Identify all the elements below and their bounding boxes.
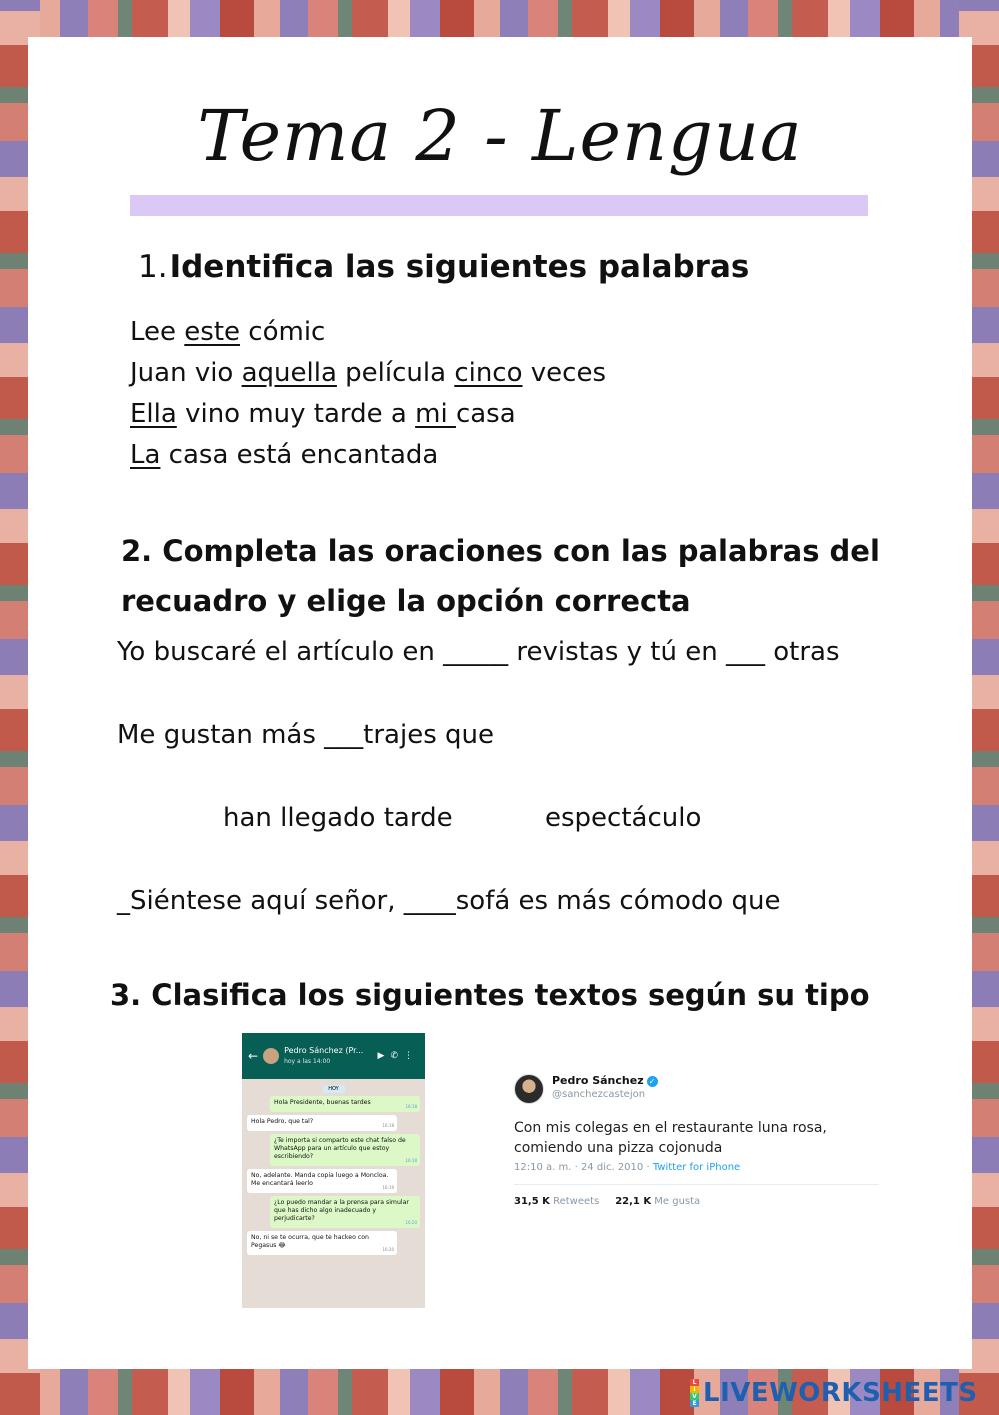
whatsapp-screenshot [242,1033,425,1308]
verified-icon: ✓ [647,1076,658,1087]
back-arrow-icon: ← [248,1049,259,1063]
tweet-meta [514,1162,740,1173]
whatsapp-header [242,1033,425,1079]
underlined-word: Ella [130,399,177,429]
page-title: Tema 2 - Lengua [197,95,803,177]
logo-letter: V [690,1393,699,1400]
outgoing-message [270,1196,420,1228]
retweets-label: Retweets [553,1196,600,1207]
tweet-author [552,1074,658,1087]
day-badge: HOY [323,1085,345,1093]
tweet-avatar [514,1074,544,1104]
liveworksheets-logo[interactable] [690,1378,978,1408]
logo-letter: I [690,1386,699,1393]
title-divider [130,195,868,216]
tweet-stats [514,1196,700,1207]
message-text: Hola Presidente, buenas tardes [274,1099,371,1106]
line-text: Juan vio [130,358,242,388]
section2-option-b[interactable]: espectáculo [545,803,702,833]
logo-letter: L [690,1379,699,1386]
line-text: casa está encantada [160,440,439,470]
message-time: 16:20 [382,1247,394,1252]
section1-heading-text: Identifica las siguientes palabras [169,249,750,285]
logo-letter: E [690,1400,699,1407]
section1-heading [138,249,749,285]
message-time: 16:18 [382,1123,394,1128]
section1-line-4 [130,440,438,470]
line-text: cómic [240,317,326,347]
tweet-date: 12:10 a. m. · 24 dic. 2010 · [514,1162,653,1173]
section2-option-a[interactable]: han llegado tarde [223,803,453,833]
incoming-message [247,1115,397,1131]
tweet-source: Twitter for iPhone [652,1162,741,1173]
underlined-word: aquella [241,358,337,388]
retweets-count: 31,5 K [514,1196,550,1207]
message-text: Hola Pedro, que tal? [251,1118,314,1125]
likes-label: Me gusta [654,1196,701,1207]
tweet-author-name: Pedro Sánchez [552,1074,644,1087]
outgoing-message [270,1134,420,1166]
message-time: 16:20 [405,1220,417,1225]
line-text: veces [522,358,606,388]
message-time: 16:19 [382,1185,394,1190]
underlined-word: La [130,440,161,470]
message-time: 16:18 [405,1104,417,1109]
outgoing-message [270,1096,420,1112]
incoming-message [247,1169,397,1193]
line-text: Lee [130,317,185,347]
section1-line-2 [130,358,606,388]
section1-line-3 [130,399,516,429]
message-text: No, ni se te ocurra, que te hackeo con Pegasus 😂 [251,1234,369,1249]
message-text: No, adelante. Manda copia luego a Moncloa. Me encantará leerlo [251,1172,389,1187]
logo-text: LIVEWORKSHEETS [703,1378,978,1408]
tweet-divider [514,1184,879,1185]
line-text: vino muy tarde a [176,399,416,429]
likes-count: 22,1 K [615,1196,652,1207]
tweet-screenshot [506,1062,882,1252]
message-time: 16:18 [405,1158,417,1163]
underlined-word: este [184,317,241,347]
section2-sentence-3: _Siéntese aquí señor, ____sofá es más cómodo que [117,886,781,916]
message-text: ¿Te importa si comparto este chat falso de WhatsApp para un artículo que estoy escribiendo? [274,1137,406,1160]
tweet-handle: @sanchezcastejon [552,1089,646,1100]
call-icons: ▶✆⋮ [377,1051,419,1061]
section2-heading: 2. Completa las oraciones con las palabras del recuadro y elige la opción correcta [121,534,880,618]
underlined-word: mi [415,399,456,429]
underlined-word: cinco [454,358,523,388]
message-text: ¿Lo puedo mandar a la prensa para simular que has dicho algo inadecuado y perjudicarte? [274,1199,409,1222]
logo-mark [690,1379,699,1407]
incoming-message [247,1231,397,1255]
section1-line-1 [130,317,325,347]
section1-number: 1. [138,249,168,285]
contact-avatar [263,1048,279,1064]
line-text: película [336,358,455,388]
tweet-text: Con mis colegas en el restaurante luna rosa, comiendo una pizza cojonuda [514,1120,827,1156]
section2-sentence-1: Yo buscaré el artículo en _____ revistas y tú en ___ otras [117,637,840,667]
section3-heading: 3. Clasifica los siguientes textos según su tipo [110,978,870,1012]
section2-sentence-2: Me gustan más ___trajes que [117,720,494,750]
contact-name: Pedro Sánchez (Pr... [284,1046,364,1055]
worksheet-page [28,37,972,1369]
message-list [242,1096,425,1255]
line-text: casa [455,399,516,429]
contact-status: hoy a las 14:00 [284,1058,331,1065]
